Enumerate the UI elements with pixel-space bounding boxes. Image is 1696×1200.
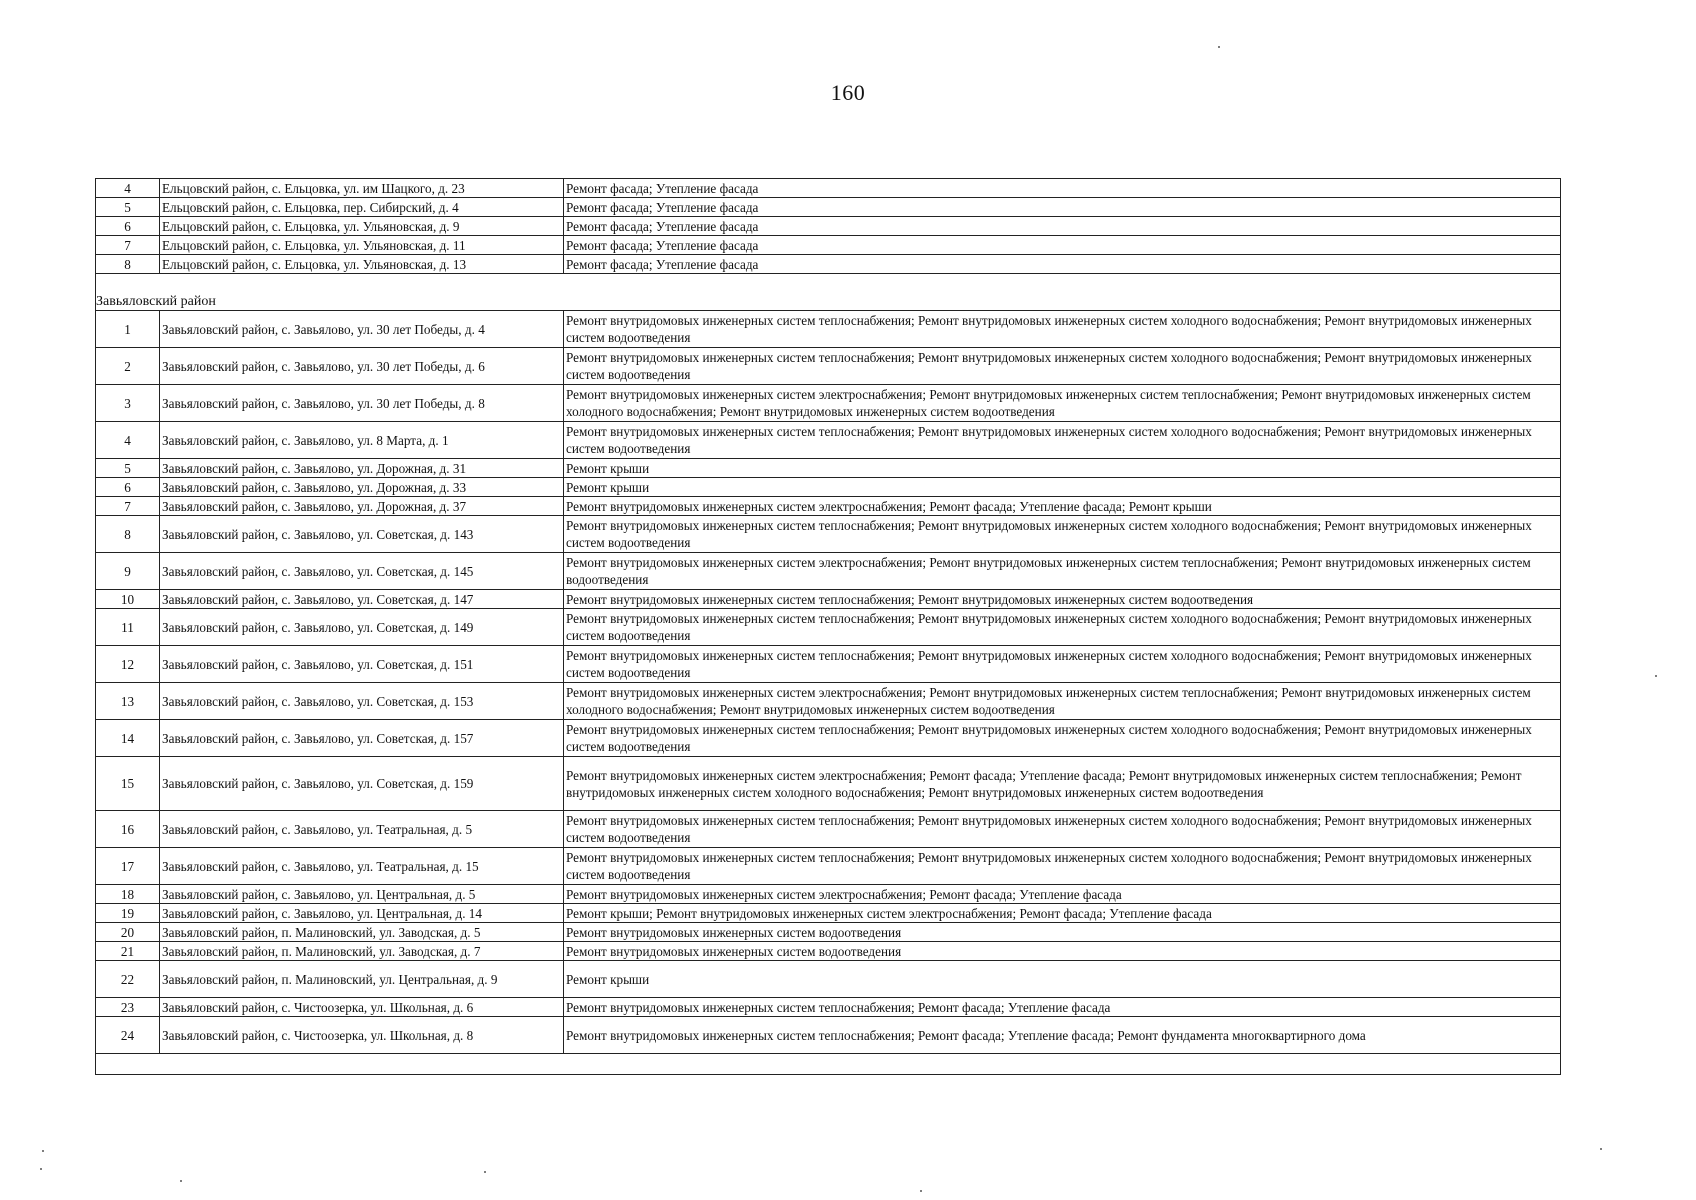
- row-works: Ремонт внутридомовых инженерных систем электроснабжения; Ремонт фасада; Утепление фасада; Ремонт внутридомовых инженерных систем теплоснабжения; Ремонт внутридомовых инженерных систем холодного водоснабжения; Ремонт внутридомовых инженерных систем водоотведения: [564, 757, 1561, 811]
- row-number: 7: [96, 497, 160, 516]
- row-address: Завьяловский район, п. Малиновский, ул. Заводская, д. 7: [160, 942, 564, 961]
- row-address: Завьяловский район, п. Малиновский, ул. Центральная, д. 9: [160, 961, 564, 998]
- row-works: Ремонт внутридомовых инженерных систем теплоснабжения; Ремонт внутридомовых инженерных систем водоотведения: [564, 590, 1561, 609]
- row-address: Завьяловский район, с. Завьялово, ул. Театральная, д. 15: [160, 848, 564, 885]
- row-address: Ельцовский район, с. Ельцовка, ул. Ульяновская, д. 9: [160, 217, 564, 236]
- row-works: Ремонт фасада; Утепление фасада: [564, 198, 1561, 217]
- row-address: Завьяловский район, с. Завьялово, ул. Центральная, д. 5: [160, 885, 564, 904]
- row-address: Завьяловский район, с. Завьялово, ул. Дорожная, д. 37: [160, 497, 564, 516]
- row-number: 11: [96, 609, 160, 646]
- table-row: [96, 942, 1561, 961]
- table-row: [96, 217, 1561, 236]
- row-number: 13: [96, 683, 160, 720]
- row-number: 16: [96, 811, 160, 848]
- row-address: Завьяловский район, с. Завьялово, ул. 30 лет Победы, д. 4: [160, 311, 564, 348]
- row-works: Ремонт внутридомовых инженерных систем водоотведения: [564, 923, 1561, 942]
- row-address: Завьяловский район, с. Завьялово, ул. Советская, д. 157: [160, 720, 564, 757]
- spacer-cell: [96, 274, 1561, 293]
- table-row: [96, 348, 1561, 385]
- row-works: Ремонт внутридомовых инженерных систем теплоснабжения; Ремонт внутридомовых инженерных систем холодного водоснабжения; Ремонт внутридомовых инженерных систем водоотведения: [564, 422, 1561, 459]
- row-works: Ремонт внутридомовых инженерных систем теплоснабжения; Ремонт фасада; Утепление фасада; Ремонт фундамента многоквартирного дома: [564, 1017, 1561, 1054]
- row-address: Завьяловский район, с. Завьялово, ул. Дорожная, д. 33: [160, 478, 564, 497]
- row-number: 6: [96, 217, 160, 236]
- row-address: Завьяловский район, с. Завьялово, ул. Центральная, д. 14: [160, 904, 564, 923]
- row-address: Завьяловский район, с. Завьялово, ул. Советская, д. 143: [160, 516, 564, 553]
- table-row: [96, 553, 1561, 590]
- table-row: [96, 683, 1561, 720]
- row-works: Ремонт фасада; Утепление фасада: [564, 255, 1561, 274]
- table-row: [96, 811, 1561, 848]
- table-row: [96, 848, 1561, 885]
- row-number: 23: [96, 998, 160, 1017]
- table-row: [96, 646, 1561, 683]
- row-address: Завьяловский район, с. Завьялово, ул. 8 Марта, д. 1: [160, 422, 564, 459]
- row-works: Ремонт внутридомовых инженерных систем электроснабжения; Ремонт фасада; Утепление фасада; Ремонт крыши: [564, 497, 1561, 516]
- table-row: [96, 757, 1561, 811]
- row-works: Ремонт внутридомовых инженерных систем теплоснабжения; Ремонт фасада; Утепление фасада: [564, 998, 1561, 1017]
- row-number: 15: [96, 757, 160, 811]
- table-row: [96, 385, 1561, 422]
- row-number: 2: [96, 348, 160, 385]
- row-number: 3: [96, 385, 160, 422]
- table-row: [96, 961, 1561, 998]
- row-address: Завьяловский район, с. Завьялово, ул. 30 лет Победы, д. 8: [160, 385, 564, 422]
- scan-speck: [1600, 1148, 1602, 1150]
- scan-speck: [484, 1171, 486, 1173]
- row-address: Ельцовский район, с. Ельцовка, ул. Ульяновская, д. 13: [160, 255, 564, 274]
- table-row: [96, 236, 1561, 255]
- row-works: Ремонт внутридомовых инженерных систем теплоснабжения; Ремонт внутридомовых инженерных систем холодного водоснабжения; Ремонт внутридомовых инженерных систем водоотведения: [564, 720, 1561, 757]
- row-address: Завьяловский район, с. Чистоозерка, ул. Школьная, д. 8: [160, 1017, 564, 1054]
- row-number: 4: [96, 179, 160, 198]
- row-address: Ельцовский район, с. Ельцовка, ул. Ульяновская, д. 11: [160, 236, 564, 255]
- row-works: Ремонт фасада; Утепление фасада: [564, 217, 1561, 236]
- row-works: Ремонт внутридомовых инженерных систем электроснабжения; Ремонт внутридомовых инженерных систем теплоснабжения; Ремонт внутридомовых инженерных систем водоотведения: [564, 553, 1561, 590]
- row-works: Ремонт крыши; Ремонт внутридомовых инженерных систем электроснабжения; Ремонт фасада; Утепление фасада: [564, 904, 1561, 923]
- table-row: [96, 1017, 1561, 1054]
- row-number: 19: [96, 904, 160, 923]
- row-number: 21: [96, 942, 160, 961]
- row-number: 4: [96, 422, 160, 459]
- row-number: 10: [96, 590, 160, 609]
- table-row: [96, 255, 1561, 274]
- row-address: Завьяловский район, с. Завьялово, ул. Советская, д. 153: [160, 683, 564, 720]
- row-number: 18: [96, 885, 160, 904]
- row-number: 14: [96, 720, 160, 757]
- row-address: Ельцовский район, с. Ельцовка, ул. им Шацкого, д. 23: [160, 179, 564, 198]
- footer-cell: [96, 1054, 1561, 1075]
- row-number: 20: [96, 923, 160, 942]
- row-number: 8: [96, 255, 160, 274]
- table-row: [96, 590, 1561, 609]
- row-works: Ремонт внутридомовых инженерных систем теплоснабжения; Ремонт внутридомовых инженерных систем холодного водоснабжения; Ремонт внутридомовых инженерных систем водоотведения: [564, 311, 1561, 348]
- row-works: Ремонт внутридомовых инженерных систем теплоснабжения; Ремонт внутридомовых инженерных систем холодного водоснабжения; Ремонт внутридомовых инженерных систем водоотведения: [564, 811, 1561, 848]
- footer-row: [96, 1054, 1561, 1075]
- row-number: 22: [96, 961, 160, 998]
- row-works: Ремонт внутридомовых инженерных систем электроснабжения; Ремонт фасада; Утепление фасада: [564, 885, 1561, 904]
- table-row: [96, 179, 1561, 198]
- spacer-row: [96, 274, 1561, 293]
- row-number: 17: [96, 848, 160, 885]
- row-works: Ремонт внутридомовых инженерных систем водоотведения: [564, 942, 1561, 961]
- row-number: 12: [96, 646, 160, 683]
- row-address: Завьяловский район, с. Завьялово, ул. Советская, д. 151: [160, 646, 564, 683]
- table-row: [96, 516, 1561, 553]
- table-row: [96, 198, 1561, 217]
- scan-speck: [1655, 675, 1657, 677]
- page-number: 160: [830, 80, 866, 105]
- row-number: 1: [96, 311, 160, 348]
- table-row: [96, 422, 1561, 459]
- row-number: 9: [96, 553, 160, 590]
- row-address: Завьяловский район, с. Завьялово, ул. Советская, д. 147: [160, 590, 564, 609]
- scan-speck: [180, 1180, 182, 1182]
- row-works: Ремонт внутридомовых инженерных систем электроснабжения; Ремонт внутридомовых инженерных систем теплоснабжения; Ремонт внутридомовых инженерных систем холодного водоснабжения; Ремонт внутридомовых инженерных систем водоотведения: [564, 683, 1561, 720]
- row-works: Ремонт крыши: [564, 459, 1561, 478]
- row-address: Завьяловский район, с. Завьялово, ул. 30 лет Победы, д. 6: [160, 348, 564, 385]
- table-row: [96, 885, 1561, 904]
- scan-speck: [40, 1168, 42, 1170]
- table-row: [96, 998, 1561, 1017]
- row-address: Завьяловский район, с. Завьялово, ул. Дорожная, д. 31: [160, 459, 564, 478]
- row-number: 7: [96, 236, 160, 255]
- table-row: [96, 478, 1561, 497]
- row-number: 5: [96, 459, 160, 478]
- section-title: Завьяловский район: [96, 292, 1561, 311]
- row-works: Ремонт внутридомовых инженерных систем теплоснабжения; Ремонт внутридомовых инженерных систем холодного водоснабжения; Ремонт внутридомовых инженерных систем водоотведения: [564, 516, 1561, 553]
- row-address: Завьяловский район, п. Малиновский, ул. Заводская, д. 5: [160, 923, 564, 942]
- row-address: Завьяловский район, с. Завьялово, ул. Советская, д. 159: [160, 757, 564, 811]
- row-address: Завьяловский район, с. Завьялово, ул. Советская, д. 149: [160, 609, 564, 646]
- row-works: Ремонт внутридомовых инженерных систем теплоснабжения; Ремонт внутридомовых инженерных систем холодного водоснабжения; Ремонт внутридомовых инженерных систем водоотведения: [564, 848, 1561, 885]
- row-works: Ремонт фасада; Утепление фасада: [564, 179, 1561, 198]
- row-works: Ремонт внутридомовых инженерных систем теплоснабжения; Ремонт внутридомовых инженерных систем холодного водоснабжения; Ремонт внутридомовых инженерных систем водоотведения: [564, 348, 1561, 385]
- row-works: Ремонт внутридомовых инженерных систем теплоснабжения; Ремонт внутридомовых инженерных систем холодного водоснабжения; Ремонт внутридомовых инженерных систем водоотведения: [564, 646, 1561, 683]
- table-row: [96, 609, 1561, 646]
- row-address: Завьяловский район, с. Завьялово, ул. Советская, д. 145: [160, 553, 564, 590]
- scan-speck: [920, 1190, 922, 1192]
- table-row: [96, 904, 1561, 923]
- table-row: [96, 459, 1561, 478]
- section-row: [96, 292, 1561, 311]
- row-address: Завьяловский район, с. Завьялово, ул. Театральная, д. 5: [160, 811, 564, 848]
- table-row: [96, 497, 1561, 516]
- table-row: [96, 720, 1561, 757]
- row-number: 6: [96, 478, 160, 497]
- table-row: [96, 311, 1561, 348]
- row-works: Ремонт внутридомовых инженерных систем теплоснабжения; Ремонт внутридомовых инженерных систем холодного водоснабжения; Ремонт внутридомовых инженерных систем водоотведения: [564, 609, 1561, 646]
- scan-speck: [42, 1150, 44, 1152]
- row-works: Ремонт фасада; Утепление фасада: [564, 236, 1561, 255]
- row-address: Ельцовский район, с. Ельцовка, пер. Сибирский, д. 4: [160, 198, 564, 217]
- row-number: 5: [96, 198, 160, 217]
- row-works: Ремонт крыши: [564, 961, 1561, 998]
- row-number: 24: [96, 1017, 160, 1054]
- scan-speck: [1218, 46, 1220, 48]
- row-works: Ремонт внутридомовых инженерных систем электроснабжения; Ремонт внутридомовых инженерных систем теплоснабжения; Ремонт внутридомовых инженерных систем холодного водоснабжения; Ремонт внутридомовых инженерных систем водоотведения: [564, 385, 1561, 422]
- row-works: Ремонт крыши: [564, 478, 1561, 497]
- table-row: [96, 923, 1561, 942]
- row-number: 8: [96, 516, 160, 553]
- works-table: [95, 178, 1561, 1075]
- row-address: Завьяловский район, с. Чистоозерка, ул. Школьная, д. 6: [160, 998, 564, 1017]
